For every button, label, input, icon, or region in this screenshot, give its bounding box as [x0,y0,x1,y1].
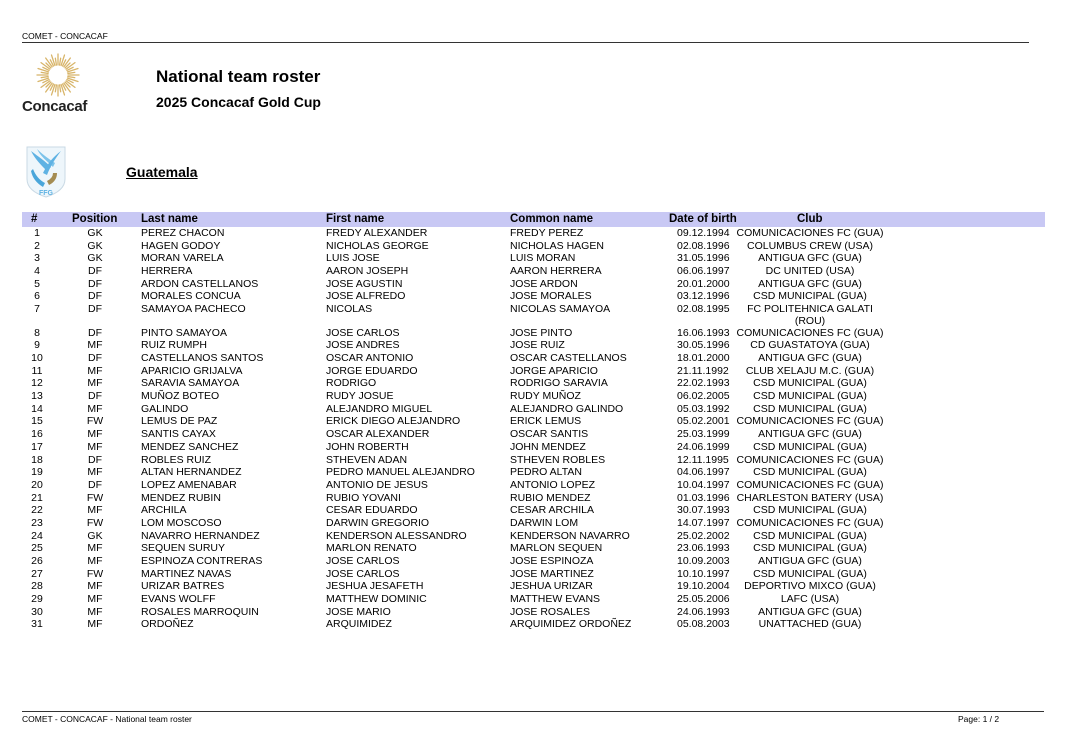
player-date-of-birth: 21.11.1992 [677,364,729,377]
player-club: ANTIGUA GFC (GUA) [758,605,862,618]
player-first-name: JOSE CARLOS [326,326,400,339]
player-last-name: PEREZ CHACON [141,227,225,239]
player-date-of-birth: 31.05.1996 [677,252,730,265]
player-club: COMUNICACIONES FC (GUA) [736,516,884,529]
player-club: CSD MUNICIPAL (GUA) [753,390,867,403]
player-first-name: ALEJANDRO MIGUEL [326,402,433,415]
player-last-name: SEQUEN SURUY [141,542,226,555]
table-row [22,365,1045,378]
page-subtitle: 2025 Concacaf Gold Cup [156,94,321,110]
table-row [22,403,1045,416]
player-date-of-birth: 30.05.1996 [677,339,730,352]
player-last-name: LOM MOSCOSO [141,516,222,529]
table-row [22,265,1045,278]
player-date-of-birth: 02.08.1995 [677,303,730,316]
player-number: 1 [34,227,40,239]
player-first-name: JOSE MARIO [326,605,391,618]
player-club: CSD MUNICIPAL (GUA) [753,529,867,542]
player-club: COMUNICACIONES FC (GUA) [736,415,884,428]
player-club: CSD MUNICIPAL (GUA) [753,402,867,415]
player-first-name: PEDRO MANUEL ALEJANDRO [326,466,475,479]
column-header-first-name: First name [326,213,385,225]
player-position: DF [88,478,102,491]
player-position: DF [88,453,102,466]
roster-table-body [22,227,1045,631]
player-common-name: NICOLAS SAMAYOA [510,303,611,316]
player-last-name: MUÑOZ BOTEO [141,390,220,403]
player-position: MF [87,605,103,618]
player-common-name: JOSE MORALES [510,290,592,303]
table-row [22,390,1045,403]
header-divider [22,42,1029,43]
player-last-name: LOPEZ AMENABAR [141,478,237,491]
table-row [22,479,1045,492]
table-row [22,542,1045,555]
player-date-of-birth: 24.06.1993 [677,605,730,618]
player-last-name: GALINDO [141,402,189,415]
player-common-name: JORGE APARICIO [510,364,598,377]
player-number: 30 [31,605,43,618]
player-number: 7 [34,303,40,316]
page-indicator: Page: 1 / 2 [958,714,1000,724]
player-last-name: ESPINOZA CONTRERAS [141,555,263,567]
player-position: DF [88,303,102,316]
player-club: ANTIGUA GFC (GUA) [758,277,862,290]
player-club: DEPORTIVO MIXCO (GUA) [744,580,876,593]
player-date-of-birth: 09.12.1994 [677,227,730,239]
player-common-name: CESAR ARCHILA [510,504,595,517]
table-row [22,377,1045,390]
player-common-name: FREDY PEREZ [510,227,584,239]
player-date-of-birth: 06.06.1997 [677,265,730,278]
player-number: 13 [31,390,43,403]
player-position: FW [86,415,104,428]
player-position: MF [87,466,103,479]
player-common-name: ANTONIO LOPEZ [510,478,595,491]
player-last-name: SAMAYOA PACHECO [141,303,246,316]
table-row [22,618,1045,631]
player-position: MF [87,580,103,593]
header-source-label: COMET - CONCACAF [22,31,108,41]
player-number: 4 [34,265,40,278]
table-row [22,504,1045,517]
player-date-of-birth: 01.03.1996 [677,491,730,504]
player-common-name: JOSE MARTINEZ [510,567,594,580]
player-last-name: MENDEZ SANCHEZ [141,440,239,453]
player-first-name: NICOLAS [326,303,373,316]
player-first-name: RODRIGO [326,377,377,390]
player-date-of-birth: 25.02.2002 [677,529,730,542]
player-common-name: STHEVEN ROBLES [510,453,606,466]
player-date-of-birth: 12.11.1995 [677,453,729,466]
player-last-name: ARDON CASTELLANOS [141,277,259,290]
player-first-name: STHEVEN ADAN [326,453,408,466]
column-header-common-name: Common name [510,213,594,225]
player-common-name: KENDERSON NAVARRO [510,529,630,542]
player-club: ANTIGUA GFC (GUA) [758,555,862,567]
player-first-name: RUDY JOSUE [326,390,394,403]
player-common-name: JOSE ESPINOZA [510,555,594,567]
player-common-name: AARON HERRERA [510,265,602,278]
player-club: COMUNICACIONES FC (GUA) [736,478,884,491]
player-position: MF [87,555,103,567]
player-club: UNATTACHED (GUA) [758,618,862,631]
concacaf-logo [22,53,94,118]
table-row [22,530,1045,543]
player-club: CSD MUNICIPAL (GUA) [753,567,867,580]
player-number: 22 [31,504,43,517]
player-common-name: JOSE ARDON [510,277,578,290]
player-number: 21 [31,491,43,504]
player-last-name: PINTO SAMAYOA [141,326,227,339]
player-number: 16 [31,428,43,441]
table-row [22,240,1045,253]
table-row [22,593,1045,606]
player-club: CD GUASTATOYA (GUA) [750,339,870,352]
player-club: CSD MUNICIPAL (GUA) [753,466,867,479]
player-position: DF [88,290,102,303]
player-number: 15 [31,415,43,428]
player-club: FC POLITEHNICA GALATI (ROU) [747,303,873,328]
player-date-of-birth: 25.03.1999 [677,428,730,441]
player-common-name: JOSE ROSALES [510,605,590,618]
player-date-of-birth: 16.06.1993 [677,326,730,339]
ffg-crest-icon [23,145,69,199]
table-row [22,441,1045,454]
player-first-name: RUBIO YOVANI [326,491,401,504]
player-last-name: RUIZ RUMPH [141,339,207,352]
player-position: DF [88,326,102,339]
player-date-of-birth: 23.06.1993 [677,542,730,555]
player-date-of-birth: 19.10.2004 [677,580,730,593]
player-club: COMUNICACIONES FC (GUA) [736,227,884,239]
player-position: DF [88,390,102,403]
player-last-name: MARTINEZ NAVAS [141,567,232,580]
player-club: CLUB XELAJU M.C. (GUA) [745,364,875,377]
table-row [22,303,1045,327]
player-last-name: MORAN VARELA [141,252,224,265]
player-number: 26 [31,555,43,567]
player-first-name: ERICK DIEGO ALEJANDRO [326,415,461,428]
player-position: GK [87,239,103,252]
player-number: 8 [34,326,40,339]
player-first-name: JOSE CARLOS [326,555,400,567]
player-first-name: JOSE ALFREDO [326,290,406,303]
player-number: 25 [31,542,43,555]
table-row [22,290,1045,303]
player-common-name: LUIS MORAN [510,252,576,265]
player-date-of-birth: 05.08.2003 [677,618,730,631]
player-position: MF [87,428,103,441]
table-row [22,278,1045,291]
player-club: COMUNICACIONES FC (GUA) [736,326,884,339]
player-position: MF [87,402,103,415]
table-row [22,327,1045,340]
player-common-name: PEDRO ALTAN [510,466,582,479]
table-row [22,352,1045,365]
player-date-of-birth: 10.10.1997 [677,567,730,580]
player-position: FW [86,491,104,504]
player-number: 14 [31,402,43,415]
player-last-name: ARCHILA [141,504,187,517]
table-row [22,555,1045,568]
player-number: 28 [31,580,43,593]
player-club: CSD MUNICIPAL (GUA) [753,290,867,303]
ffg-wordmark: FFG [39,190,53,197]
player-last-name: ROSALES MARROQUIN [141,605,259,618]
table-row [22,517,1045,530]
player-last-name: CASTELLANOS SANTOS [141,352,264,364]
table-row [22,339,1045,352]
player-last-name: LEMUS DE PAZ [141,415,218,428]
player-position: MF [87,364,103,377]
player-number: 19 [31,466,43,479]
player-first-name: NICHOLAS GEORGE [326,239,429,252]
player-number: 2 [34,239,40,252]
player-common-name: ARQUIMIDEZ ORDOÑEZ [510,618,632,631]
column-header-club: Club [797,213,823,225]
player-number: 24 [31,529,43,542]
column-header-number: # [31,213,38,225]
player-position: GK [87,529,103,542]
player-first-name: JESHUA JESAFETH [326,580,424,593]
player-first-name: OSCAR ALEXANDER [326,428,430,441]
concacaf-sun-icon [36,53,80,97]
player-common-name: JESHUA URIZAR [510,580,593,593]
player-position: FW [86,567,104,580]
player-position: MF [87,593,103,606]
player-club: COLUMBUS CREW (USA) [746,239,873,252]
player-date-of-birth: 24.06.1999 [677,440,730,453]
table-row [22,227,1045,240]
player-number: 29 [31,593,43,606]
player-last-name: NAVARRO HERNANDEZ [141,529,260,542]
player-number: 20 [31,478,43,491]
player-common-name: RODRIGO SARAVIA [510,377,608,390]
player-date-of-birth: 05.03.1992 [677,402,730,415]
player-first-name: KENDERSON ALESSANDRO [326,529,467,542]
player-common-name: DARWIN LOM [510,516,579,529]
player-last-name: HERRERA [141,265,193,278]
player-position: DF [88,277,102,290]
player-common-name: OSCAR CASTELLANOS [510,352,627,364]
player-club: CSD MUNICIPAL (GUA) [753,440,867,453]
player-position: MF [87,542,103,555]
player-first-name: DARWIN GREGORIO [326,516,430,529]
player-last-name: ORDOÑEZ [141,618,194,631]
player-common-name: JOHN MENDEZ [510,440,586,453]
player-club: CHARLESTON BATERY (USA) [736,491,884,504]
player-first-name: ANTONIO DE JESUS [326,478,428,491]
player-first-name: FREDY ALEXANDER [326,227,428,239]
player-club: COMUNICACIONES FC (GUA) [736,453,884,466]
player-club: DC UNITED (USA) [765,265,855,278]
player-position: DF [88,265,102,278]
player-first-name: JOSE AGUSTIN [326,277,403,290]
player-position: GK [87,227,103,239]
player-club: ANTIGUA GFC (GUA) [758,428,862,441]
player-date-of-birth: 03.12.1996 [677,290,730,303]
player-first-name: MARLON RENATO [326,542,417,555]
footer-divider [22,711,1044,712]
table-row [22,580,1045,593]
player-position: FW [86,516,104,529]
player-first-name: AARON JOSEPH [326,265,409,278]
player-first-name: LUIS JOSE [326,252,380,265]
player-position: GK [87,252,103,265]
player-club: ANTIGUA GFC (GUA) [758,252,862,265]
column-header-last-name: Last name [141,213,198,225]
player-number: 18 [31,453,43,466]
player-club: CSD MUNICIPAL (GUA) [753,504,867,517]
column-header-position: Position [72,213,118,225]
player-last-name: ROBLES RUIZ [141,453,212,466]
table-row [22,606,1045,619]
column-header-date-of-birth: Date of birth [669,213,737,225]
player-last-name: MENDEZ RUBIN [141,491,221,504]
player-date-of-birth: 06.02.2005 [677,390,730,403]
player-position: MF [87,339,103,352]
player-common-name: ERICK LEMUS [510,415,582,428]
player-first-name: ARQUIMIDEZ [326,618,392,631]
player-position: MF [87,618,103,631]
player-club: CSD MUNICIPAL (GUA) [753,542,867,555]
player-position: MF [87,440,103,453]
table-row [22,415,1045,428]
player-date-of-birth: 05.02.2001 [677,415,730,428]
player-first-name: JOSE CARLOS [326,567,400,580]
player-first-name: JOSE ANDRES [326,339,400,352]
player-common-name: MARLON SEQUEN [510,542,603,555]
player-date-of-birth: 10.09.2003 [677,555,730,567]
player-number: 6 [34,290,40,303]
player-date-of-birth: 25.05.2006 [677,593,730,606]
player-number: 9 [34,339,40,352]
table-row [22,466,1045,479]
table-row [22,492,1045,505]
player-first-name: OSCAR ANTONIO [326,352,414,364]
player-position: MF [87,377,103,390]
footer-label: COMET - CONCACAF - National team roster [22,714,192,724]
concacaf-wordmark: Concacaf [22,98,88,115]
player-number: 3 [34,252,40,265]
player-first-name: CESAR EDUARDO [326,504,418,517]
player-club: CSD MUNICIPAL (GUA) [753,377,867,390]
player-number: 23 [31,516,43,529]
player-common-name: NICHOLAS HAGEN [510,239,604,252]
player-common-name: MATTHEW EVANS [510,593,601,606]
player-common-name: RUDY MUÑOZ [510,390,581,403]
player-common-name: OSCAR SANTIS [510,428,589,441]
player-number: 27 [31,567,43,580]
player-date-of-birth: 04.06.1997 [677,466,730,479]
player-number: 11 [31,364,43,377]
player-common-name: ALEJANDRO GALINDO [510,402,624,415]
player-number: 10 [31,352,43,364]
player-date-of-birth: 14.07.1997 [677,516,730,529]
roster-table-header [22,212,1045,227]
player-last-name: ALTAN HERNANDEZ [141,466,242,479]
player-last-name: SARAVIA SAMAYOA [141,377,240,390]
player-last-name: APARICIO GRIJALVA [141,364,243,377]
player-number: 17 [31,440,43,453]
player-last-name: MORALES CONCUA [141,290,241,303]
player-first-name: MATTHEW DOMINIC [326,593,427,606]
player-date-of-birth: 10.04.1997 [677,478,730,491]
player-last-name: URIZAR BATRES [141,580,225,593]
player-club: ANTIGUA GFC (GUA) [758,352,862,364]
player-club: LAFC (USA) [780,593,840,606]
player-common-name: RUBIO MENDEZ [510,491,591,504]
page-title: National team roster [156,67,321,86]
table-row [22,568,1045,581]
player-date-of-birth: 30.07.1993 [677,504,730,517]
table-row [22,454,1045,467]
player-number: 12 [31,377,43,390]
ffg-logo [23,145,69,199]
player-position: MF [87,504,103,517]
player-number: 31 [31,618,43,631]
player-first-name: JOHN ROBERTH [326,440,409,453]
table-row [22,428,1045,441]
player-first-name: JORGE EDUARDO [326,364,418,377]
table-row [22,252,1045,265]
player-last-name: HAGEN GODOY [141,239,221,252]
player-date-of-birth: 20.01.2000 [677,277,730,290]
team-name: Guatemala [126,164,198,180]
player-position: DF [88,352,102,364]
player-number: 5 [34,277,40,290]
player-common-name: JOSE PINTO [510,326,573,339]
player-last-name: SANTIS CAYAX [141,428,216,441]
player-date-of-birth: 22.02.1993 [677,377,730,390]
player-date-of-birth: 02.08.1996 [677,239,730,252]
player-date-of-birth: 18.01.2000 [677,352,730,364]
player-common-name: JOSE RUIZ [510,339,565,352]
player-last-name: EVANS WOLFF [141,593,216,606]
